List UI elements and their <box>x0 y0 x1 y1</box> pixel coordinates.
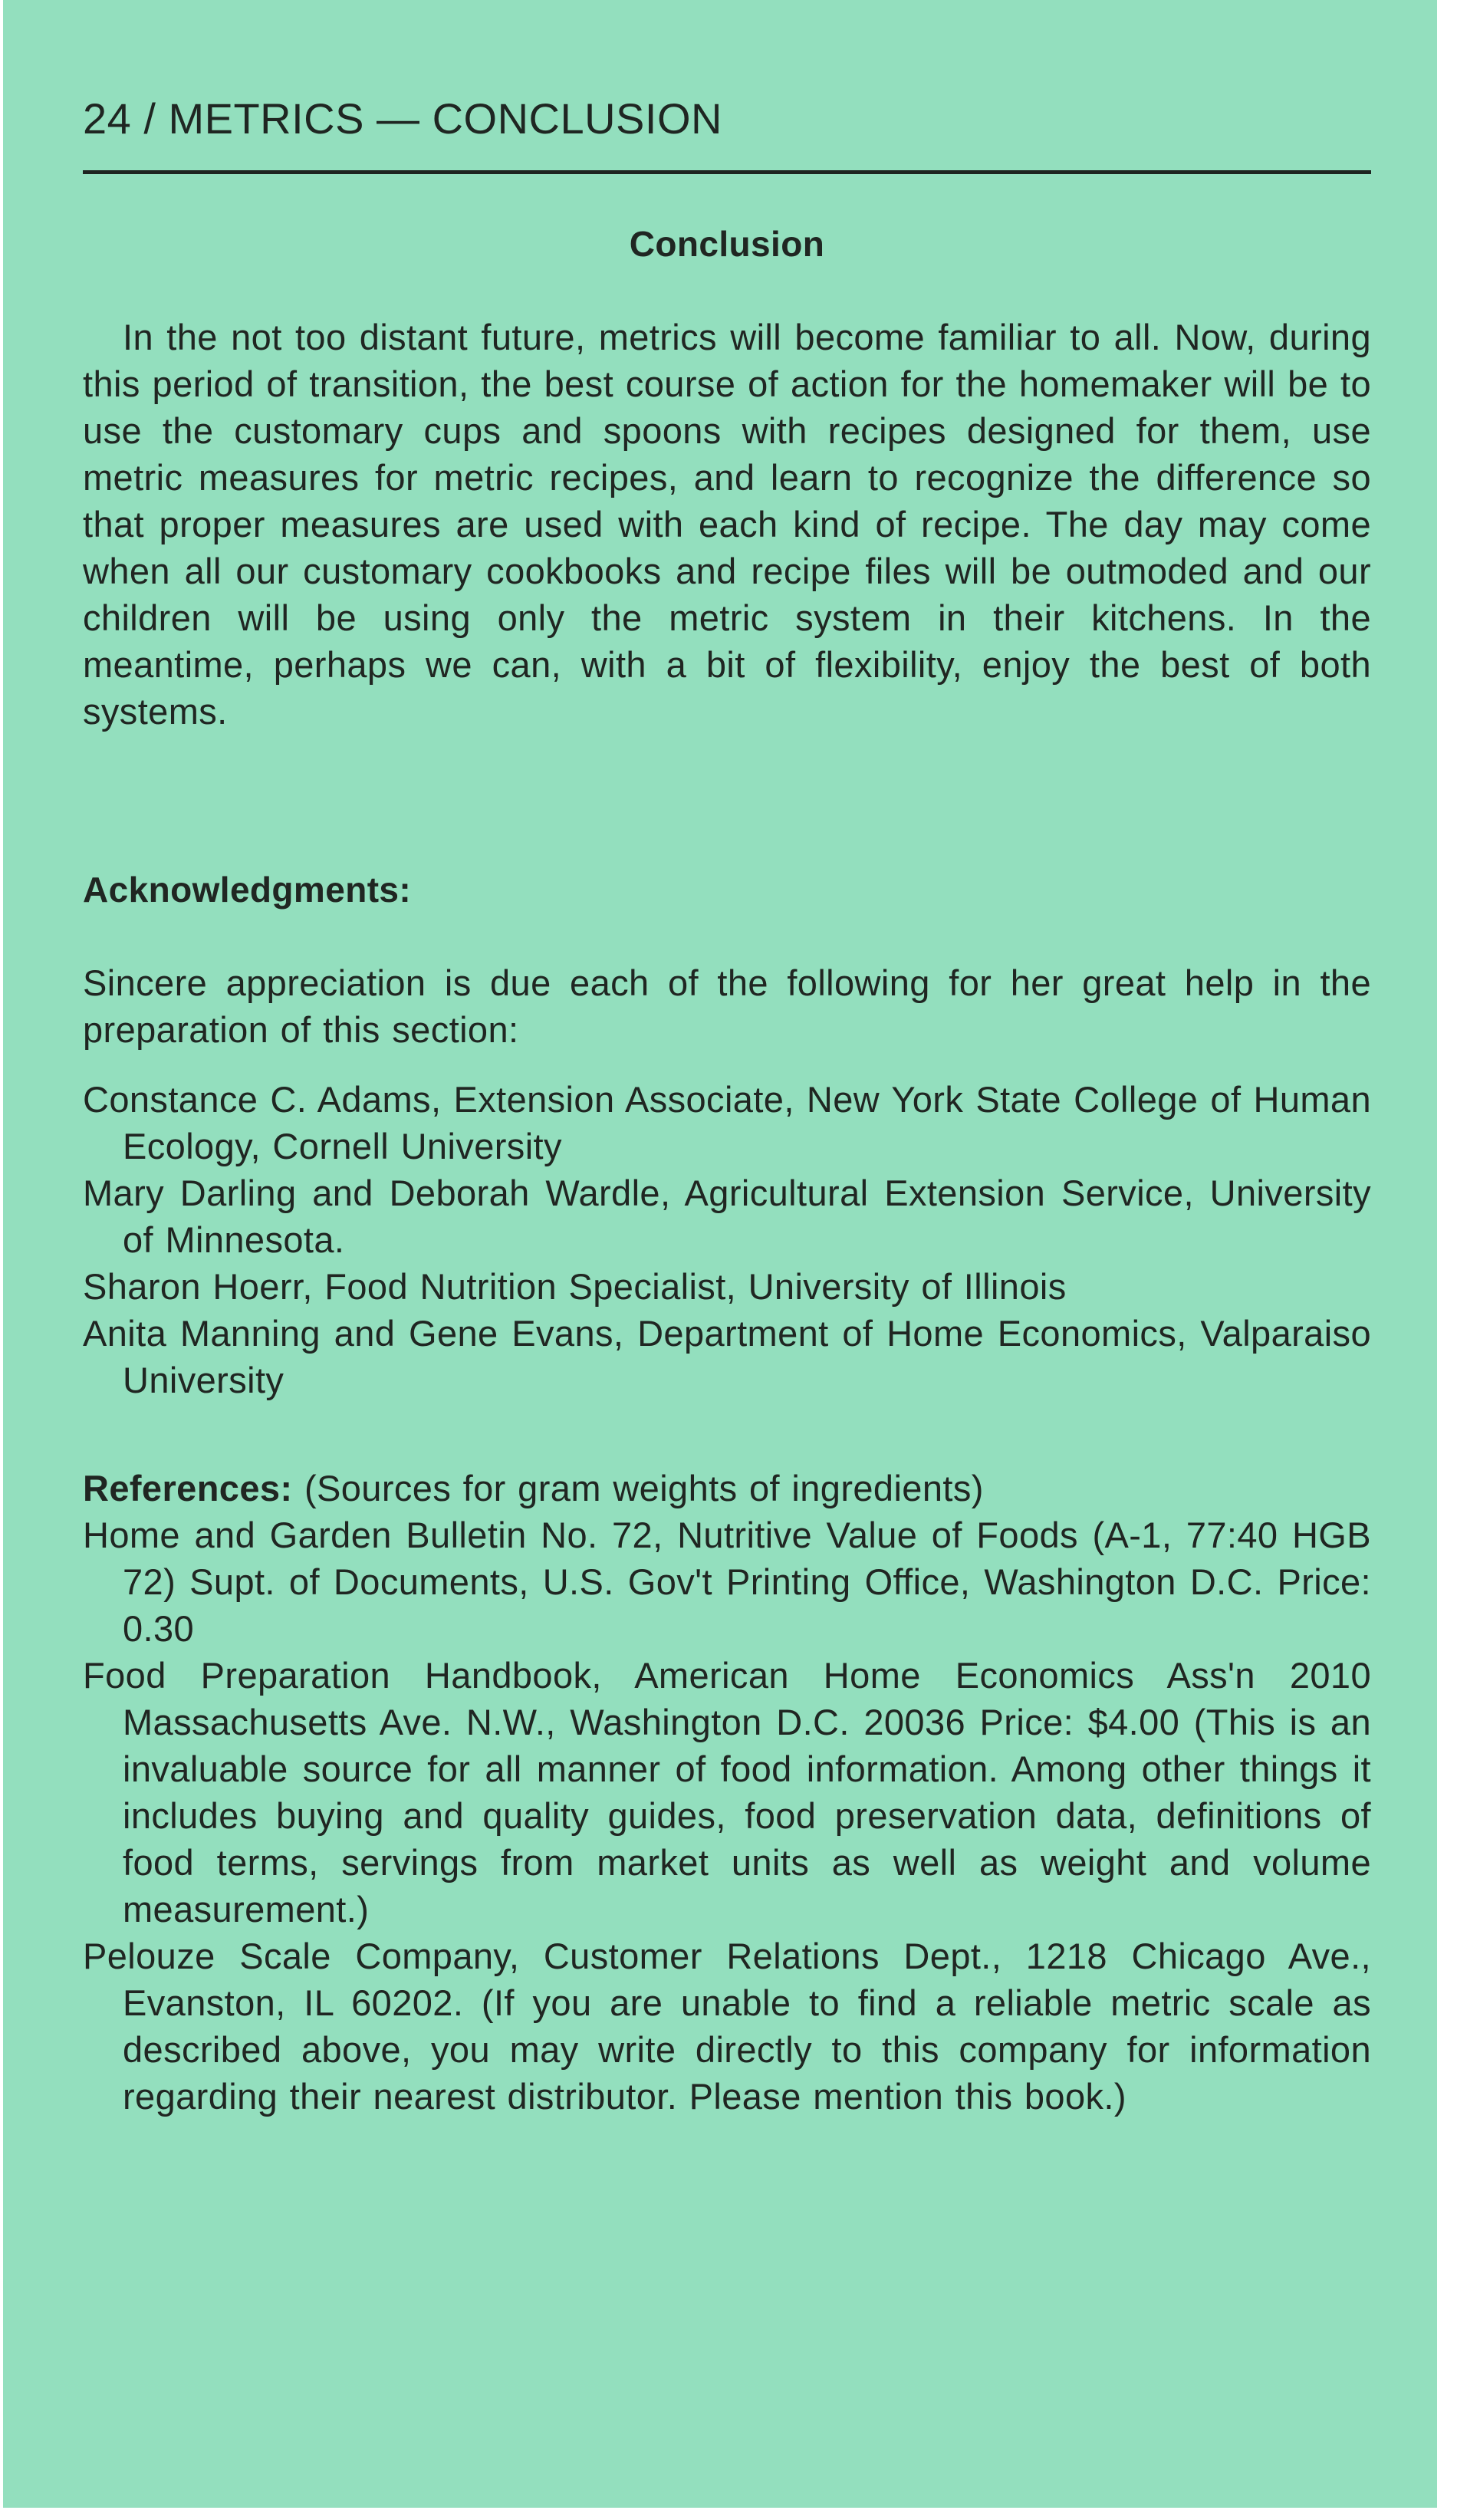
header-rule <box>83 170 1371 174</box>
page-content <box>83 221 1371 2120</box>
acknowledgments-heading: Acknowledgments: <box>83 870 412 910</box>
book-page <box>3 0 1437 2508</box>
reference-entry: Home and Garden Bulletin No. 72, Nutritive Value of Foods (A-1, 77:40 HGB 72) Supt. of Documents, U.S. Gov't Printing Office, Washington D.C. Price: 0.30 <box>83 1515 1371 1649</box>
acknowledgment-entry: Constance C. Adams, Extension Associate, New York State College of Human Ecology, Cornell University <box>83 1079 1371 1166</box>
references-subtitle: (Sources for gram weights of ingredients) <box>304 1468 984 1508</box>
acknowledgment-entry: Mary Darling and Deborah Wardle, Agricultural Extension Service, University of Minnesota. <box>83 1173 1371 1260</box>
conclusion-heading: Conclusion <box>629 224 825 264</box>
references-heading-line <box>83 1465 1371 1512</box>
acknowledgment-entry: Sharon Hoerr, Food Nutrition Specialist, University of Illinois <box>83 1266 1067 1307</box>
acknowledgments-intro: Sincere appreciation is due each of the following for her great help in the preparation of this section: <box>83 962 1371 1050</box>
acknowledgment-entry: Anita Manning and Gene Evans, Department of Home Economics, Valparaiso University <box>83 1313 1371 1400</box>
running-header: 24 / METRICS — CONCLUSION <box>83 94 722 143</box>
reference-entry: Pelouze Scale Company, Customer Relations Dept., 1218 Chicago Ave., Evanston, IL 60202. (If you are unable to find a reliable metric scale as described above, you may write directly to this company for information regarding their nearest distributor. Please mention this book.) <box>83 1936 1371 2117</box>
conclusion-paragraph: In the not too distant future, metrics will become familiar to all. Now, during this period of transition, the best course of action for the homemaker will be to use the customary cups and spoons with recipes designed for them, use metric measures for metric recipes, and learn to recognize the difference so that proper measures are used with each kind of recipe. The day may come when all our customary cookbooks and recipe files will be outmoded and our children will be using only the metric system in their kitchens. In the meantime, perhaps we can, with a bit of flexibility, enjoy the best of both systems. <box>83 317 1371 732</box>
references-list <box>83 1512 1371 2120</box>
acknowledgments-list <box>83 1076 1371 1403</box>
references-label: References: <box>83 1468 293 1508</box>
reference-entry: Food Preparation Handbook, American Home Economics Ass'n 2010 Massachusetts Ave. N.W., Washington D.C. 20036 Price: $4.00 (This is an invaluable source for all manner of food information. Among other things it includes buying and quality guides, food preservation data, definitions of food terms, servings from market units as well as weight and volume measurement.) <box>83 1655 1371 1929</box>
